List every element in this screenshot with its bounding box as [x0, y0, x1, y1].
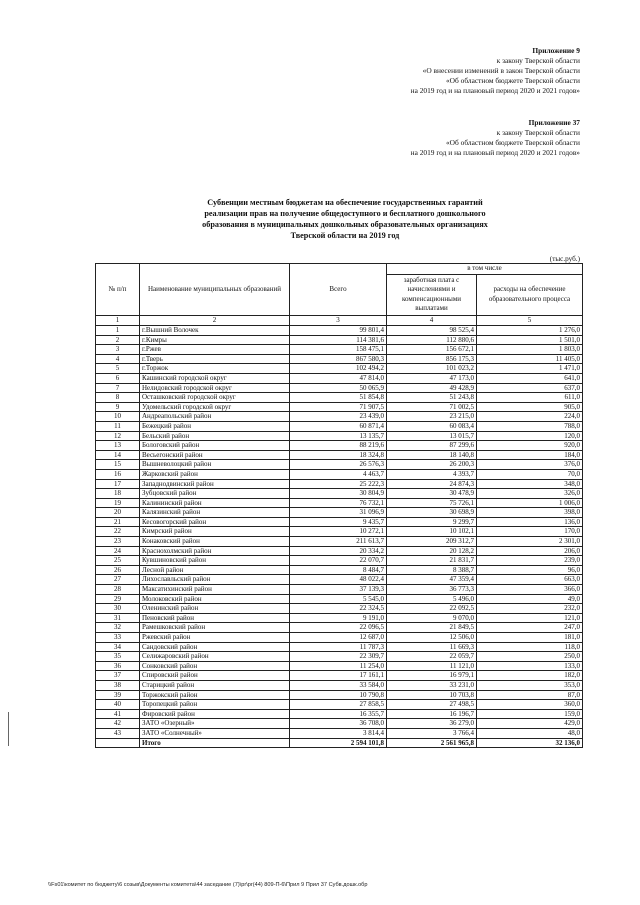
- municipality-cell: Кесовогорский район: [140, 517, 290, 527]
- table-row: [96, 508, 583, 518]
- municipality-cell: Кувшиновский район: [140, 556, 290, 566]
- column-number: 1: [96, 315, 140, 326]
- table-row: [96, 364, 583, 374]
- total-cell: 22 324,5: [290, 604, 387, 614]
- expenses-cell: 118,0: [477, 642, 583, 652]
- salary-cell: 23 215,0: [387, 412, 477, 422]
- unit-label: (тыс.руб.): [549, 255, 580, 263]
- row-number-cell: 39: [96, 690, 140, 700]
- total-cell: 114 381,6: [290, 335, 387, 345]
- row-number-cell: 36: [96, 661, 140, 671]
- table-row: [96, 498, 583, 508]
- row-number-cell: 41: [96, 709, 140, 719]
- salary-cell: 75 726,1: [387, 498, 477, 508]
- row-number-cell: 32: [96, 623, 140, 633]
- table-row: [96, 585, 583, 595]
- expenses-cell: 637,0: [477, 383, 583, 393]
- salary-cell: 71 002,5: [387, 402, 477, 412]
- appendix-9-header: [411, 46, 580, 96]
- total-cell: 12 687,0: [290, 633, 387, 643]
- expenses-cell: 1 471,0: [477, 364, 583, 374]
- expenses-cell: 1 006,0: [477, 498, 583, 508]
- salary-cell: 209 312,7: [387, 537, 477, 547]
- row-number-cell: 14: [96, 450, 140, 460]
- municipality-cell: Андреапольский район: [140, 412, 290, 422]
- subventions-table: [95, 263, 583, 748]
- total-cell: 16 355,7: [290, 709, 387, 719]
- salary-cell: 5 496,0: [387, 594, 477, 604]
- row-number-cell: 38: [96, 680, 140, 690]
- municipality-cell: Кимрский район: [140, 527, 290, 537]
- expenses-cell: 353,0: [477, 680, 583, 690]
- row-number-cell: 3: [96, 345, 140, 355]
- row-number-cell: 8: [96, 393, 140, 403]
- expenses-cell: 159,0: [477, 709, 583, 719]
- total-cell: 158 475,1: [290, 345, 387, 355]
- municipality-cell: Сонковский район: [140, 661, 290, 671]
- total-cell: 8 484,7: [290, 565, 387, 575]
- table-row: [96, 613, 583, 623]
- header-expenses: расходы на обеспечение образовательного процесса: [477, 274, 583, 315]
- table-row: [96, 623, 583, 633]
- expenses-cell: 429,0: [477, 719, 583, 729]
- salary-cell: 27 498,5: [387, 700, 477, 710]
- total-cell: 4 463,7: [290, 469, 387, 479]
- salary-cell: 10 703,8: [387, 690, 477, 700]
- expenses-cell: 376,0: [477, 460, 583, 470]
- salary-cell: 33 231,0: [387, 680, 477, 690]
- expenses-cell: 663,0: [477, 575, 583, 585]
- salary-cell: 11 121,0: [387, 661, 477, 671]
- municipality-cell: Селижаровский район: [140, 652, 290, 662]
- expenses-cell: 170,0: [477, 527, 583, 537]
- salary-cell: 4 393,7: [387, 469, 477, 479]
- municipality-cell: Оленинский район: [140, 604, 290, 614]
- expenses-cell: 788,0: [477, 421, 583, 431]
- salary-cell: 60 083,4: [387, 421, 477, 431]
- table-row: [96, 604, 583, 614]
- table-row: [96, 441, 583, 451]
- title-line: образования в муниципальных дошкольных образовательных организациях: [202, 220, 488, 229]
- municipality-cell: Кашинский городской округ: [140, 373, 290, 383]
- total-total-cell: 2 594 101,8: [290, 738, 387, 748]
- table-row: [96, 421, 583, 431]
- table-row: [96, 431, 583, 441]
- table-row: [96, 383, 583, 393]
- salary-cell: 30 478,9: [387, 489, 477, 499]
- header-salary: заработная плата с начислениями и компенсационными выплатами: [387, 274, 477, 315]
- total-cell: 48 022,4: [290, 575, 387, 585]
- municipality-cell: Лихославльский район: [140, 575, 290, 585]
- total-cell: 33 584,0: [290, 680, 387, 690]
- row-number-cell: 23: [96, 537, 140, 547]
- row-number-cell: 16: [96, 469, 140, 479]
- appendix-9-line: на 2019 год и на плановый период 2020 и 2021 годов»: [410, 86, 580, 95]
- appendix-37-header: [411, 118, 580, 158]
- table-row: [96, 517, 583, 527]
- total-cell: 5 545,0: [290, 594, 387, 604]
- municipality-cell: Калязинский район: [140, 508, 290, 518]
- total-cell: 71 907,5: [290, 402, 387, 412]
- title-line: Субвенции местным бюджетам на обеспечение государственных гарантий: [207, 198, 483, 207]
- expenses-cell: 136,0: [477, 517, 583, 527]
- total-cell: 60 871,4: [290, 421, 387, 431]
- municipality-cell: Краснохолмский район: [140, 546, 290, 556]
- column-number: 4: [387, 315, 477, 326]
- salary-cell: 18 140,8: [387, 450, 477, 460]
- expenses-cell: 48,0: [477, 728, 583, 738]
- expenses-cell: 398,0: [477, 508, 583, 518]
- footer-file-path: \\Fs01\комитет по бюджету\6 созыв\Документы комитета\44 заседание (7)\pr\pr(44) 809-П-6\Прил 9 Прил 37 Субв.дошк.обр: [48, 882, 368, 888]
- municipality-cell: г.Ржев: [140, 345, 290, 355]
- salary-cell: 21 831,7: [387, 556, 477, 566]
- expenses-cell: 326,0: [477, 489, 583, 499]
- total-cell: 13 135,7: [290, 431, 387, 441]
- total-cell: 27 858,5: [290, 700, 387, 710]
- total-cell: 10 790,8: [290, 690, 387, 700]
- salary-cell: 24 874,3: [387, 479, 477, 489]
- salary-cell: 10 102,1: [387, 527, 477, 537]
- municipality-cell: Осташковский городской округ: [140, 393, 290, 403]
- row-number-cell: 33: [96, 633, 140, 643]
- row-number-cell: 31: [96, 613, 140, 623]
- total-cell: 17 161,1: [290, 671, 387, 681]
- header-total: Всего: [290, 264, 387, 316]
- table-row: [96, 594, 583, 604]
- row-number-cell: 6: [96, 373, 140, 383]
- row-number-cell: 4: [96, 354, 140, 364]
- table-row: [96, 469, 583, 479]
- expenses-cell: 250,0: [477, 652, 583, 662]
- municipality-cell: Калининский район: [140, 498, 290, 508]
- expenses-cell: 1 803,0: [477, 345, 583, 355]
- salary-cell: 98 525,4: [387, 326, 477, 336]
- table-row: [96, 652, 583, 662]
- row-number-cell: 2: [96, 335, 140, 345]
- expenses-cell: 70,0: [477, 469, 583, 479]
- expenses-cell: 121,0: [477, 613, 583, 623]
- total-cell: 3 814,4: [290, 728, 387, 738]
- municipality-cell: Сандовский район: [140, 642, 290, 652]
- municipality-cell: Бельский район: [140, 431, 290, 441]
- table-row: [96, 680, 583, 690]
- total-cell: 47 814,0: [290, 373, 387, 383]
- municipality-cell: Нелидовский городской округ: [140, 383, 290, 393]
- expenses-cell: 232,0: [477, 604, 583, 614]
- salary-cell: 26 200,3: [387, 460, 477, 470]
- row-number-cell: 22: [96, 527, 140, 537]
- row-number-cell: 18: [96, 489, 140, 499]
- salary-cell: 11 669,3: [387, 642, 477, 652]
- table-row: [96, 575, 583, 585]
- table-body: [96, 326, 583, 748]
- table-row: [96, 393, 583, 403]
- municipality-cell: Пеновский район: [140, 613, 290, 623]
- expenses-cell: 133,0: [477, 661, 583, 671]
- salary-cell: 112 880,6: [387, 335, 477, 345]
- total-municipality-cell: Итого: [140, 738, 290, 748]
- row-number-cell: 37: [96, 671, 140, 681]
- municipality-cell: Максатихинский район: [140, 585, 290, 595]
- table-row: [96, 556, 583, 566]
- expenses-cell: 224,0: [477, 412, 583, 422]
- row-number-cell: 9: [96, 402, 140, 412]
- expenses-cell: 206,0: [477, 546, 583, 556]
- expenses-cell: 120,0: [477, 431, 583, 441]
- salary-cell: 12 506,0: [387, 633, 477, 643]
- appendix-37-line: на 2019 год и на плановый период 2020 и 2021 годов»: [410, 148, 580, 157]
- total-row-number-cell: [96, 738, 140, 748]
- table-row: [96, 537, 583, 547]
- municipality-cell: Бологовский район: [140, 441, 290, 451]
- table-row: [96, 450, 583, 460]
- total-cell: 36 708,0: [290, 719, 387, 729]
- expenses-cell: 905,0: [477, 402, 583, 412]
- salary-cell: 101 023,2: [387, 364, 477, 374]
- table-row: [96, 335, 583, 345]
- total-cell: 9 435,7: [290, 517, 387, 527]
- salary-cell: 22 059,7: [387, 652, 477, 662]
- expenses-cell: 49,0: [477, 594, 583, 604]
- salary-cell: 3 766,4: [387, 728, 477, 738]
- salary-cell: 36 773,3: [387, 585, 477, 595]
- municipality-cell: г.Вышний Волочек: [140, 326, 290, 336]
- municipality-cell: г.Тверь: [140, 354, 290, 364]
- table-row: [96, 642, 583, 652]
- row-number-cell: 10: [96, 412, 140, 422]
- table-row: [96, 326, 583, 336]
- row-number-cell: 11: [96, 421, 140, 431]
- table-row: [96, 719, 583, 729]
- total-cell: 50 065,9: [290, 383, 387, 393]
- salary-cell: 51 243,8: [387, 393, 477, 403]
- row-number-cell: 27: [96, 575, 140, 585]
- table-row: [96, 479, 583, 489]
- row-number-cell: 29: [96, 594, 140, 604]
- table-row: [96, 489, 583, 499]
- expenses-cell: 920,0: [477, 441, 583, 451]
- appendix-9-line: к закону Тверской области: [496, 56, 580, 65]
- total-cell: 102 494,2: [290, 364, 387, 374]
- row-number-cell: 17: [96, 479, 140, 489]
- appendix-37-heading: Приложение 37: [528, 118, 580, 127]
- expenses-cell: 182,0: [477, 671, 583, 681]
- total-cell: 23 439,0: [290, 412, 387, 422]
- row-number-cell: 25: [96, 556, 140, 566]
- row-number-cell: 30: [96, 604, 140, 614]
- table-row: [96, 728, 583, 738]
- municipality-cell: г.Кимры: [140, 335, 290, 345]
- table-row: [96, 412, 583, 422]
- expenses-cell: 87,0: [477, 690, 583, 700]
- total-cell: 11 787,3: [290, 642, 387, 652]
- total-cell: 51 854,8: [290, 393, 387, 403]
- salary-cell: 49 428,9: [387, 383, 477, 393]
- document-title: [150, 197, 540, 241]
- table-row: [96, 565, 583, 575]
- municipality-cell: ЗАТО «Солнечный»: [140, 728, 290, 738]
- municipality-cell: Зубцовский район: [140, 489, 290, 499]
- municipality-cell: Старицкий район: [140, 680, 290, 690]
- total-cell: 20 334,2: [290, 546, 387, 556]
- header-name: Наименование муниципальных образований: [140, 264, 290, 316]
- municipality-cell: Жарковский район: [140, 469, 290, 479]
- salary-cell: 9 299,7: [387, 517, 477, 527]
- total-cell: 31 096,9: [290, 508, 387, 518]
- municipality-cell: Удомельский городской округ: [140, 402, 290, 412]
- expenses-cell: 348,0: [477, 479, 583, 489]
- total-salary-cell: 2 561 965,8: [387, 738, 477, 748]
- expenses-cell: 247,0: [477, 623, 583, 633]
- municipality-cell: г.Торжок: [140, 364, 290, 374]
- row-number-cell: 19: [96, 498, 140, 508]
- expenses-cell: 96,0: [477, 565, 583, 575]
- salary-cell: 856 175,3: [387, 354, 477, 364]
- municipality-cell: Западнодвинский район: [140, 479, 290, 489]
- municipality-cell: Вышневолоцкий район: [140, 460, 290, 470]
- municipality-cell: Молоковский район: [140, 594, 290, 604]
- total-cell: 37 139,3: [290, 585, 387, 595]
- table-row: [96, 460, 583, 470]
- total-cell: 25 222,3: [290, 479, 387, 489]
- row-number-cell: 28: [96, 585, 140, 595]
- municipality-cell: Конаковский район: [140, 537, 290, 547]
- expenses-cell: 1 276,0: [477, 326, 583, 336]
- expenses-cell: 1 501,0: [477, 335, 583, 345]
- salary-cell: 47 173,0: [387, 373, 477, 383]
- expenses-cell: 641,0: [477, 373, 583, 383]
- total-cell: 76 732,1: [290, 498, 387, 508]
- total-cell: 211 613,7: [290, 537, 387, 547]
- appendix-9-heading: Приложение 9: [532, 46, 580, 55]
- salary-cell: 47 359,4: [387, 575, 477, 585]
- row-number-cell: 20: [96, 508, 140, 518]
- municipality-cell: Весьегонский район: [140, 450, 290, 460]
- title-line: реализации прав на получение общедоступного и бесплатного дошкольного: [204, 209, 486, 218]
- appendix-37-line: к закону Тверской области: [496, 128, 580, 137]
- expenses-cell: 181,0: [477, 633, 583, 643]
- row-number-cell: 43: [96, 728, 140, 738]
- table-row: [96, 546, 583, 556]
- total-cell: 22 070,7: [290, 556, 387, 566]
- expenses-cell: 360,0: [477, 700, 583, 710]
- table-row: [96, 700, 583, 710]
- row-number-cell: 5: [96, 364, 140, 374]
- expenses-cell: 184,0: [477, 450, 583, 460]
- column-number: 3: [290, 315, 387, 326]
- expenses-cell: 366,0: [477, 585, 583, 595]
- row-number-cell: 42: [96, 719, 140, 729]
- row-number-cell: 26: [96, 565, 140, 575]
- total-row: [96, 738, 583, 748]
- row-number-cell: 1: [96, 326, 140, 336]
- municipality-cell: Ржевский район: [140, 633, 290, 643]
- salary-cell: 87 299,6: [387, 441, 477, 451]
- salary-cell: 36 279,0: [387, 719, 477, 729]
- appendix-9-line: «Об областном бюджете Тверской области: [445, 76, 580, 85]
- header-including: в том числе: [387, 264, 583, 275]
- scan-edge-mark: [8, 712, 9, 746]
- row-number-cell: 21: [96, 517, 140, 527]
- column-number: 5: [477, 315, 583, 326]
- row-number-cell: 34: [96, 642, 140, 652]
- header-number: № п/п: [96, 264, 140, 316]
- total-expenses-cell: 32 136,0: [477, 738, 583, 748]
- municipality-cell: Торопецкий район: [140, 700, 290, 710]
- total-cell: 18 324,8: [290, 450, 387, 460]
- municipality-cell: Фировский район: [140, 709, 290, 719]
- row-number-cell: 24: [96, 546, 140, 556]
- total-cell: 30 804,9: [290, 489, 387, 499]
- municipality-cell: Лесной район: [140, 565, 290, 575]
- salary-cell: 22 092,5: [387, 604, 477, 614]
- expenses-cell: 611,0: [477, 393, 583, 403]
- municipality-cell: Спировский район: [140, 671, 290, 681]
- salary-cell: 9 070,0: [387, 613, 477, 623]
- salary-cell: 20 128,2: [387, 546, 477, 556]
- table-row: [96, 402, 583, 412]
- table-row: [96, 527, 583, 537]
- row-number-cell: 15: [96, 460, 140, 470]
- municipality-cell: ЗАТО «Озерный»: [140, 719, 290, 729]
- salary-cell: 13 015,7: [387, 431, 477, 441]
- total-cell: 99 801,4: [290, 326, 387, 336]
- salary-cell: 16 979,1: [387, 671, 477, 681]
- salary-cell: 156 672,1: [387, 345, 477, 355]
- total-cell: 26 576,3: [290, 460, 387, 470]
- total-cell: 11 254,0: [290, 661, 387, 671]
- total-cell: 22 096,5: [290, 623, 387, 633]
- salary-cell: 16 196,7: [387, 709, 477, 719]
- title-line: Тверской области на 2019 год: [290, 231, 400, 240]
- column-number: 2: [140, 315, 290, 326]
- total-cell: 9 191,0: [290, 613, 387, 623]
- table-row: [96, 345, 583, 355]
- table-row: [96, 373, 583, 383]
- row-number-cell: 35: [96, 652, 140, 662]
- table-row: [96, 671, 583, 681]
- table-row: [96, 690, 583, 700]
- table-row: [96, 633, 583, 643]
- municipality-cell: Рамешковский район: [140, 623, 290, 633]
- expenses-cell: 2 301,0: [477, 537, 583, 547]
- table-row: [96, 354, 583, 364]
- table-row: [96, 661, 583, 671]
- row-number-cell: 13: [96, 441, 140, 451]
- salary-cell: 21 849,5: [387, 623, 477, 633]
- municipality-cell: Торжокский район: [140, 690, 290, 700]
- row-number-cell: 7: [96, 383, 140, 393]
- appendix-37-line: «Об областном бюджете Тверской области: [445, 138, 580, 147]
- expenses-cell: 11 405,0: [477, 354, 583, 364]
- appendix-9-line: «О внесении изменений в закон Тверской области: [422, 66, 580, 75]
- table-row: [96, 709, 583, 719]
- municipality-cell: Бежецкий район: [140, 421, 290, 431]
- row-number-cell: 40: [96, 700, 140, 710]
- total-cell: 88 219,6: [290, 441, 387, 451]
- row-number-cell: 12: [96, 431, 140, 441]
- total-cell: 22 309,7: [290, 652, 387, 662]
- expenses-cell: 239,0: [477, 556, 583, 566]
- salary-cell: 8 388,7: [387, 565, 477, 575]
- salary-cell: 30 698,9: [387, 508, 477, 518]
- total-cell: 867 580,3: [290, 354, 387, 364]
- total-cell: 10 272,1: [290, 527, 387, 537]
